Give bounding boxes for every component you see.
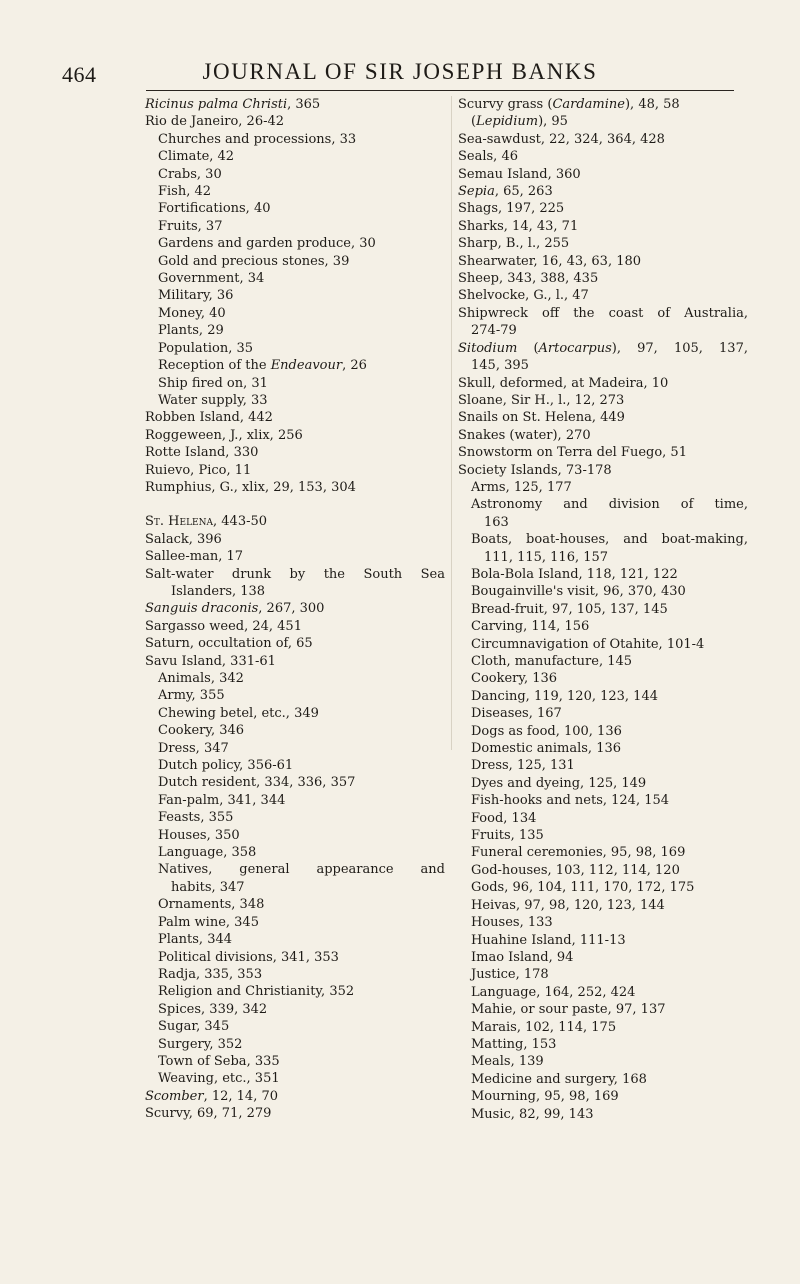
- running-head: JOURNAL OF SIR JOSEPH BANKS: [202, 59, 598, 84]
- index-entry: [458, 340, 748, 357]
- entry-text: Robben Island, 442: [145, 410, 273, 426]
- entry-text: Society Islands, 73-178: [458, 462, 612, 478]
- entry-text: Weaving, etc., 351: [158, 1071, 280, 1087]
- index-subentry: [458, 932, 748, 949]
- entry-text: Fruits, 135: [471, 828, 544, 844]
- entry-text: Fortifications, 40: [158, 201, 271, 217]
- entry-text: Mourning, 95, 98, 169: [471, 1089, 619, 1105]
- index-subentry: [458, 810, 748, 827]
- index-subentry: [145, 966, 445, 983]
- index-subentry: [458, 1071, 748, 1088]
- section-heading-text: St. Helena: [145, 514, 214, 530]
- index-subentry: [145, 949, 445, 966]
- index-subentry: [145, 844, 445, 861]
- index-subentry: [145, 305, 445, 322]
- index-subentry: [458, 740, 748, 757]
- index-subentry: [458, 966, 748, 983]
- entry-text: Sharp, B., l., 255: [458, 236, 570, 252]
- index-subentry: [458, 1019, 748, 1036]
- entry-text: Dutch policy, 356-61: [158, 758, 294, 774]
- index-subentry: [458, 653, 748, 670]
- entry-text: Scurvy, 69, 71, 279: [145, 1106, 272, 1122]
- index-entry: [458, 218, 748, 235]
- italic-term: Scomber: [145, 1088, 204, 1104]
- entry-text: Snowstorm on Terra del Fuego, 51: [458, 445, 687, 461]
- index-entry: [145, 531, 445, 548]
- index-subentry: [145, 879, 445, 896]
- index-subentry: [145, 322, 445, 339]
- index-subentry: [458, 1088, 748, 1105]
- index-subentry: [145, 774, 445, 791]
- index-entry: [145, 409, 445, 426]
- index-subentry: [145, 740, 445, 757]
- index-subentry: [458, 1053, 748, 1070]
- index-subentry: [458, 549, 748, 566]
- index-entry: [458, 462, 748, 479]
- entry-text: Saturn, occultation of, 65: [145, 636, 313, 652]
- entry-text: Plants, 344: [158, 932, 233, 948]
- entry-text: Dyes and dyeing, 125, 149: [471, 775, 647, 791]
- entry-text: Arms, 125, 177: [471, 479, 572, 495]
- index-subentry: [458, 601, 748, 618]
- index-subentry: [145, 1036, 445, 1053]
- index-subentry: [145, 670, 445, 687]
- index-subentry: [458, 984, 748, 1001]
- index-entry: [458, 148, 748, 165]
- entry-text: Gods, 96, 104, 111, 170, 172, 175: [471, 880, 695, 896]
- entry-text: habits, 347: [171, 879, 245, 895]
- entry-text: 145, 395: [471, 358, 529, 374]
- entry-text: Gardens and garden produce, 30: [158, 236, 376, 252]
- index-entry: [145, 444, 445, 461]
- entry-text: 163: [484, 514, 509, 530]
- index-column-left: [145, 96, 445, 1123]
- index-subentry: [458, 1001, 748, 1018]
- index-subentry: [145, 392, 445, 409]
- index-subentry: [145, 270, 445, 287]
- index-subentry: [145, 757, 445, 774]
- index-entry: [145, 566, 445, 583]
- index-subentry: [458, 844, 748, 861]
- entry-text: Natives, general appearance and: [158, 862, 445, 878]
- entry-text: Army, 355: [158, 688, 225, 704]
- index-entry: [145, 113, 445, 130]
- entry-text: Mahie, or sour paste, 97, 137: [471, 1002, 666, 1018]
- entry-text: Rumphius, G., xlix, 29, 153, 304: [145, 479, 356, 495]
- index-entry: [145, 427, 445, 444]
- index-subentry: [458, 792, 748, 809]
- entry-text: Houses, 350: [158, 827, 240, 843]
- index-subentry: [145, 218, 445, 235]
- index-subentry: [145, 235, 445, 252]
- entry-text: Meals, 139: [471, 1054, 544, 1070]
- entry-text: Islanders, 138: [171, 583, 266, 599]
- entry-text: Boats, boat-houses, and boat-making,: [471, 532, 748, 548]
- entry-text: Military, 36: [158, 288, 234, 304]
- entry-text: Astronomy and division of time,: [471, 497, 748, 513]
- index-subentry: [145, 896, 445, 913]
- index-entry: [458, 166, 748, 183]
- index-entry: [145, 653, 445, 670]
- entry-text: Dress, 125, 131: [471, 758, 575, 774]
- index-subentry: [145, 183, 445, 200]
- entry-text: Shipwreck off the coast of Australia,: [458, 305, 748, 321]
- index-subentry: [145, 861, 445, 878]
- entry-text: God-houses, 103, 112, 114, 120: [471, 862, 680, 878]
- entry-text: Sallee-man, 17: [145, 549, 244, 565]
- index-subentry: [458, 879, 748, 896]
- entry-text: Fish-hooks and nets, 124, 154: [471, 793, 670, 809]
- entry-text: Religion and Christianity, 352: [158, 984, 355, 1000]
- entry-text: , 26: [342, 358, 367, 374]
- index-entry: [458, 253, 748, 270]
- italic-term: Sanguis draconis: [145, 601, 259, 617]
- entry-text: Matting, 153: [471, 1036, 557, 1052]
- index-subentry: [458, 636, 748, 653]
- entry-text: Dress, 347: [158, 740, 229, 756]
- entry-text: (: [517, 340, 539, 356]
- index-subentry: [145, 200, 445, 217]
- index-entry: [458, 270, 748, 287]
- entry-text: Fish, 42: [158, 184, 212, 200]
- entry-text: Cloth, manufacture, 145: [471, 654, 633, 669]
- entry-text: , 65, 263: [494, 184, 553, 200]
- index-subentry: [145, 253, 445, 270]
- header-rule: [146, 90, 734, 91]
- index-subentry: [145, 1018, 445, 1035]
- entry-text: Dutch resident, 334, 336, 357: [158, 775, 356, 791]
- italic-term: Cardamine: [552, 97, 625, 112]
- entry-text: Climate, 42: [158, 149, 235, 165]
- index-entry: [145, 548, 445, 565]
- index-entry: [458, 427, 748, 444]
- index-subentry: [458, 670, 748, 687]
- entry-text: Skull, deformed, at Madeira, 10: [458, 375, 669, 391]
- entry-text: Gold and precious stones, 39: [158, 253, 350, 269]
- index-subentry: [458, 949, 748, 966]
- index-entry: [145, 1105, 445, 1122]
- entry-text: Music, 82, 99, 143: [471, 1106, 594, 1122]
- entry-text: Government, 34: [158, 271, 265, 287]
- entry-text: Dancing, 119, 120, 123, 144: [471, 688, 658, 704]
- index-entry: [145, 96, 445, 113]
- index-subentry: [458, 862, 748, 879]
- index-entry: [458, 235, 748, 252]
- index-subentry: [458, 113, 748, 130]
- index-entry: [145, 618, 445, 635]
- index-entry: [145, 479, 445, 496]
- entry-text: Spices, 339, 342: [158, 1001, 268, 1017]
- entry-text: Surgery, 352: [158, 1036, 243, 1052]
- entry-text: Money, 40: [158, 305, 226, 321]
- entry-text: Rotte Island, 330: [145, 445, 259, 461]
- entry-text: Sargasso weed, 24, 451: [145, 618, 302, 634]
- entry-text: Imao Island, 94: [471, 949, 574, 965]
- index-subentry: [458, 357, 748, 374]
- index-subentry: [145, 705, 445, 722]
- index-subentry: [458, 914, 748, 931]
- index-entry: [458, 96, 748, 113]
- entry-text: Food, 134: [471, 810, 537, 826]
- index-subentry: [145, 583, 445, 600]
- index-subentry: [145, 827, 445, 844]
- entry-text: Snakes (water), 270: [458, 427, 591, 443]
- entry-text: (: [471, 114, 477, 130]
- index-subentry: [145, 340, 445, 357]
- index-entry: [458, 392, 748, 409]
- entry-text: Shags, 197, 225: [458, 201, 565, 217]
- entry-text: Scurvy grass (: [458, 97, 553, 112]
- entry-text: Funeral ceremonies, 95, 98, 169: [471, 845, 686, 861]
- index-subentry: [458, 1036, 748, 1053]
- entry-text: Bougainville's visit, 96, 370, 430: [471, 584, 686, 600]
- entry-text: Semau Island, 360: [458, 166, 581, 182]
- entry-text: Sugar, 345: [158, 1019, 230, 1035]
- entry-text: Radja, 335, 353: [158, 966, 263, 982]
- entry-text: Bola-Bola Island, 118, 121, 122: [471, 566, 678, 582]
- entry-text: Churches and processions, 33: [158, 131, 357, 147]
- entry-text: Marais, 102, 114, 175: [471, 1019, 617, 1035]
- entry-text: Population, 35: [158, 340, 254, 356]
- index-subentry: [458, 897, 748, 914]
- entry-text: Bread-fruit, 97, 105, 137, 145: [471, 601, 668, 617]
- entry-text: Fan-palm, 341, 344: [158, 792, 286, 808]
- entry-text: Medicine and surgery, 168: [471, 1071, 647, 1087]
- entry-text: Feasts, 355: [158, 810, 234, 826]
- index-subentry: [145, 722, 445, 739]
- index-subentry: [458, 514, 748, 531]
- index-subentry: [458, 775, 748, 792]
- index-subentry: [458, 566, 748, 583]
- index-entry: [145, 513, 445, 530]
- entry-text: , 267, 300: [258, 601, 325, 617]
- index-subentry: [458, 618, 748, 635]
- index-subentry: [458, 827, 748, 844]
- section-gap: [145, 496, 445, 513]
- entry-text: Cookery, 136: [471, 671, 558, 687]
- index-entry: [458, 287, 748, 304]
- index-subentry: [145, 809, 445, 826]
- index-entry: [145, 1088, 445, 1105]
- index-entry: [458, 305, 748, 322]
- index-column-right: [458, 96, 748, 1123]
- entry-text: ), 95: [538, 114, 568, 130]
- entry-text: Sheep, 343, 388, 435: [458, 271, 599, 287]
- entry-text: ), 48, 58: [624, 97, 680, 112]
- index-entry: [458, 409, 748, 426]
- entry-text: Sea-sawdust, 22, 324, 364, 428: [458, 131, 665, 147]
- index-subentry: [145, 983, 445, 1000]
- index-subentry: [145, 687, 445, 704]
- entry-text: Ruievo, Pico, 11: [145, 462, 252, 478]
- entry-text: Ship fired on, 31: [158, 375, 268, 391]
- index-entry: [458, 200, 748, 217]
- index-subentry: [145, 1053, 445, 1070]
- index-subentry: [145, 375, 445, 392]
- index-subentry: [145, 357, 445, 374]
- entry-text: Animals, 342: [158, 671, 244, 686]
- index-subentry: [458, 757, 748, 774]
- entry-text: Seals, 46: [458, 149, 518, 165]
- entry-text: , 12, 14, 70: [203, 1088, 278, 1104]
- entry-text: Plants, 29: [158, 323, 224, 339]
- entry-text: Sharks, 14, 43, 71: [458, 218, 579, 234]
- entry-text: Water supply, 33: [158, 392, 268, 408]
- index-entry: [458, 375, 748, 392]
- index-subentry: [458, 322, 748, 339]
- entry-text: Snails on St. Helena, 449: [458, 410, 625, 426]
- entry-text: Ornaments, 348: [158, 897, 265, 913]
- entry-text: Fruits, 37: [158, 218, 223, 234]
- entry-text: Town of Seba, 335: [158, 1053, 280, 1069]
- index-entry: [458, 131, 748, 148]
- index-subentry: [145, 148, 445, 165]
- index-subentry: [458, 723, 748, 740]
- entry-text: Cookery, 346: [158, 723, 245, 739]
- entry-text: Salack, 396: [145, 531, 222, 547]
- index-subentry: [145, 931, 445, 948]
- index-subentry: [458, 496, 748, 513]
- italic-term: Lepidium: [476, 114, 539, 130]
- index-subentry: [145, 914, 445, 931]
- entry-text: ), 97, 105, 137,: [611, 340, 748, 356]
- entry-text: Sloane, Sir H., l., 12, 273: [458, 392, 625, 408]
- entry-text: Salt-water drunk by the South Sea: [145, 566, 445, 582]
- entry-text: Carving, 114, 156: [471, 619, 590, 635]
- entry-text: Rio de Janeiro, 26-42: [145, 114, 285, 130]
- italic-term: Endeavour: [270, 358, 343, 374]
- entry-text: Shearwater, 16, 43, 63, 180: [458, 253, 642, 269]
- index-subentry: [458, 1106, 748, 1123]
- entry-text: Savu Island, 331-61: [145, 653, 276, 669]
- index-subentry: [145, 287, 445, 304]
- index-entry: [145, 635, 445, 652]
- entry-text: Domestic animals, 136: [471, 741, 622, 757]
- index-entry: [458, 444, 748, 461]
- page-number: 464: [62, 62, 97, 87]
- entry-text: Crabs, 30: [158, 166, 222, 182]
- index-subentry: [458, 583, 748, 600]
- entry-text: Language, 358: [158, 845, 257, 861]
- entry-text: Huahine Island, 111-13: [471, 932, 626, 948]
- index-subentry: [145, 1070, 445, 1087]
- entry-text: Heivas, 97, 98, 120, 123, 144: [471, 897, 665, 913]
- entry-text: Diseases, 167: [471, 706, 562, 722]
- index-entry: [145, 600, 445, 617]
- entry-text: , 365: [287, 97, 321, 112]
- entry-text: Roggeween, J., xlix, 256: [145, 427, 303, 443]
- index-subentry: [458, 531, 748, 548]
- italic-term: Sitodium: [458, 340, 518, 356]
- entry-text: Chewing betel, etc., 349: [158, 705, 319, 721]
- entry-text: Political divisions, 341, 353: [158, 949, 339, 965]
- index-entry: [145, 462, 445, 479]
- index-subentry: [145, 792, 445, 809]
- column-divider: [451, 96, 452, 750]
- entry-text: Justice, 178: [471, 967, 549, 983]
- index-subentry: [145, 166, 445, 183]
- italic-term: Artocarpus: [538, 340, 612, 356]
- entry-text: Palm wine, 345: [158, 914, 259, 930]
- index-subentry: [145, 131, 445, 148]
- index-subentry: [458, 479, 748, 496]
- index-entry: [458, 183, 748, 200]
- index-subentry: [145, 1001, 445, 1018]
- entry-text: Dogs as food, 100, 136: [471, 723, 622, 739]
- italic-term: Sepia: [458, 184, 495, 200]
- entry-text: Reception of the: [158, 358, 271, 374]
- entry-text: Shelvocke, G., l., 47: [458, 288, 589, 304]
- entry-text: , 443-50: [213, 514, 268, 530]
- entry-text: Language, 164, 252, 424: [471, 984, 636, 1000]
- entry-text: Circumnavigation of Otahite, 101-4: [471, 636, 705, 652]
- entry-text: 274-79: [471, 323, 517, 339]
- index-subentry: [458, 688, 748, 705]
- italic-term: Ricinus palma Christi: [145, 97, 288, 112]
- entry-text: 111, 115, 116, 157: [484, 549, 609, 565]
- index-subentry: [458, 705, 748, 722]
- entry-text: Houses, 133: [471, 915, 553, 931]
